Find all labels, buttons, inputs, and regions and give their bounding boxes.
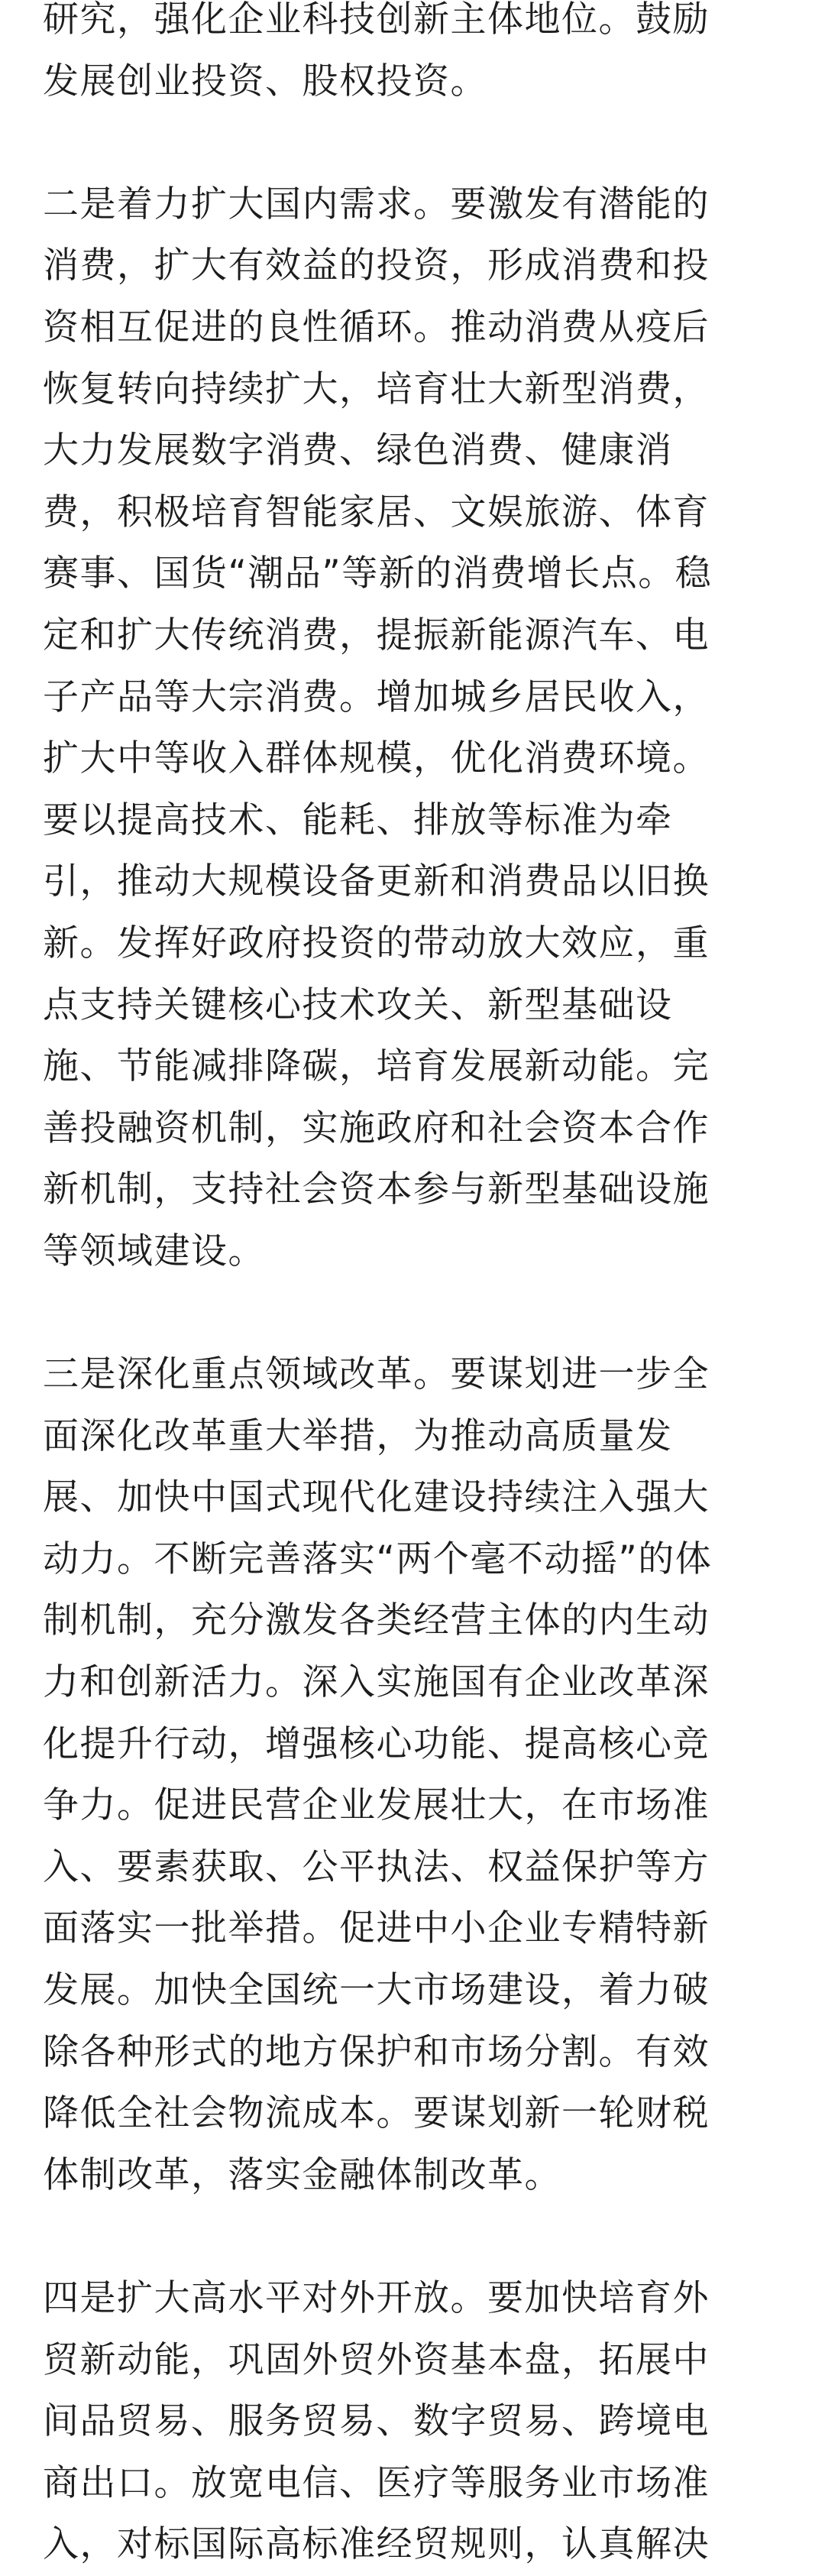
text-line: 争力。促进民营企业发展壮大，在市场准 [43,1784,710,1827]
paragraph-opening-up [43,2268,776,2576]
text-line: 力和创新活力。深入实施国有企业改革深 [43,1661,710,1704]
text-line: 扩大中等收入群体规模，优化消费环境。 [43,737,710,780]
paragraph-domestic-demand [43,174,776,1283]
paragraph-reform [43,1344,776,2206]
text-line: 面深化改革重大举措，为推动高质量发 [43,1414,673,1457]
text-line: 要以提高技术、能耗、排放等标准为牵 [43,799,673,841]
text-line: 资相互促进的良性循环。推动消费从疫后 [43,306,710,348]
text-line: 新。发挥好政府投资的带动放大效应，重 [43,922,710,964]
text-line: 除各种形式的地方保护和市场分割。有效 [43,2030,710,2073]
text-line: 施、节能减排降碳，培育发展新动能。完 [43,1045,710,1088]
text-line: 新机制，支持社会资本参与新型基础设施 [43,1168,710,1211]
text-line: 动力。不断完善落实“两个毫不动摇”的体 [43,1537,713,1580]
text-line: 商出口。放宽电信、医疗等服务业市场准 [43,2461,710,2504]
text-line: 展、加快中国式现代化建设持续注入强大 [43,1476,710,1519]
text-line: 三是深化重点领域改革。要谋划进一步全 [43,1353,710,1396]
text-line: 四是扩大高水平对外开放。要加快培育外 [43,2276,710,2319]
text-line: 入，对标国际高标准经贸规则，认真解决 [43,2523,710,2566]
text-line: 发展。加快全国统一大市场建设，着力破 [43,1969,710,2011]
text-line: 定和扩大传统消费，提振新能源汽车、电 [43,614,710,656]
text-line: 研究，强化企业科技创新主体地位。鼓励 [43,0,710,41]
paragraph-gap [43,2206,776,2268]
text-line: 子产品等大宗消费。增加城乡居民收入， [43,676,710,718]
text-line: 等领域建设。 [43,1230,265,1272]
text-line: 二是着力扩大国内需求。要激发有潜能的 [43,183,710,225]
text-line: 制机制，充分激发各类经营主体的内生动 [43,1599,710,1642]
text-line: 费，积极培育智能家居、文娱旅游、体育 [43,491,710,533]
text-line: 间品贸易、服务贸易、数字贸易、跨境电 [43,2400,710,2443]
text-line: 引，推动大规模设备更新和消费品以旧换 [43,860,710,903]
text-line: 消费，扩大有效益的投资，形成消费和投 [43,245,710,287]
text-line: 体制改革，落实金融体制改革。 [43,2153,561,2196]
paragraph-innovation-tail [43,0,776,112]
text-line: 大力发展数字消费、绿色消费、健康消 [43,429,673,472]
text-line: 贸新动能，巩固外贸外资基本盘，拓展中 [43,2338,710,2381]
paragraph-gap [43,1282,776,1344]
text-line: 降低全社会物流成本。要谋划新一轮财税 [43,2092,710,2135]
text-line: 面落实一批举措。促进中小企业专精特新 [43,1907,710,1950]
text-line: 善投融资机制，实施政府和社会资本合作 [43,1107,710,1149]
text-line: 赛事、国货“潮品”等新的消费增长点。稳 [43,552,713,595]
text-line: 发展创业投资、股权投资。 [43,60,487,102]
text-line: 点支持关键核心技术攻关、新型基础设 [43,983,673,1026]
paragraph-gap [43,112,776,174]
text-line: 化提升行动，增强核心功能、提高核心竞 [43,1722,710,1765]
text-line: 入、要素获取、公平执法、权益保护等方 [43,1845,710,1888]
text-line: 恢复转向持续扩大，培育壮大新型消费， [43,368,710,410]
article-body [43,0,776,2576]
